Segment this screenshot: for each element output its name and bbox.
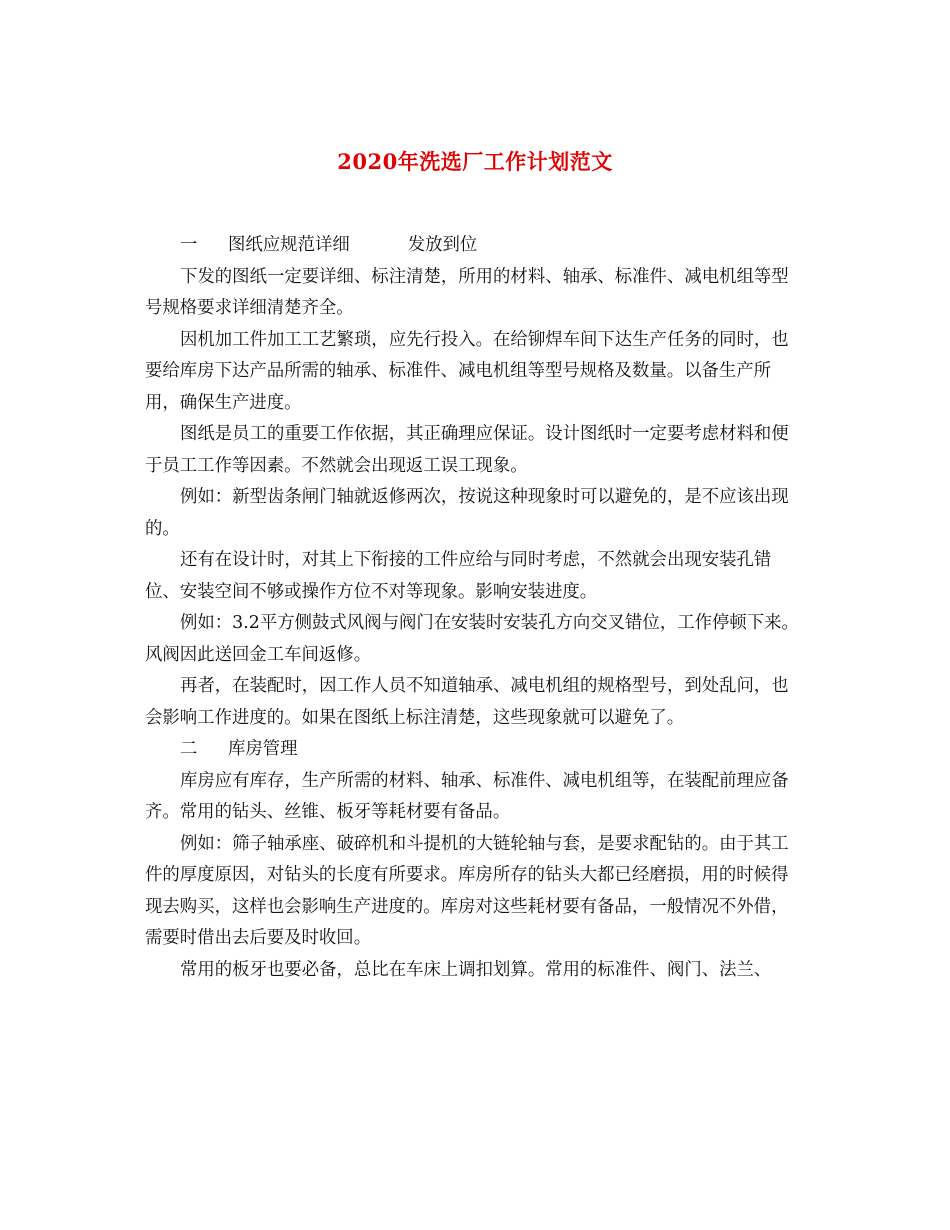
paragraph: 因机加工件加工工艺繁琐，应先行投入。在给铆焊车间下达生产任务的同时，也要给库房下达产品所需的轴承、标准件、减电机组等型号规格及数量。以备生产所用，确保生产进度。 <box>145 329 789 413</box>
section-heading-1 <box>145 230 800 262</box>
section-title: 库房管理 <box>228 739 298 759</box>
section-heading-2 <box>145 734 800 766</box>
section-number: 二 <box>180 739 198 759</box>
paragraph: 库房应有库存，生产所需的材料、轴承、标准件、减电机组等，在装配前理应备齐。常用的钻头、丝锥、板牙等耗材要有备品。 <box>145 770 789 822</box>
section-number: 一 <box>180 235 198 255</box>
paragraph: 例如：筛子轴承座、破碎机和斗提机的大链轮轴与套，是要求配钻的。由于其工件的厚度原因，对钻头的长度有所要求。库房所存的钻头大都已经磨损，用的时候得现去购买，这样也会影响生产进度的。库房对这些耗材要有备品，一般情况不外借，需要时借出去后要及时收回。 <box>145 833 789 948</box>
paragraph: 例如：新型齿条闸门轴就返修两次，按说这种现象时可以避免的，是不应该出现的。 <box>145 487 789 539</box>
paragraph: 常用的板牙也要必备，总比在车床上调扣划算。常用的标准件、阀门、法兰、 <box>180 959 772 980</box>
document-title: 2020年洗选厂工作计划范文 <box>337 149 613 174</box>
paragraph: 下发的图纸一定要详细、标注清楚，所用的材料、轴承、标准件、减电机组等型号规格要求详细清楚齐全。 <box>145 266 789 318</box>
section-title-part: 发放到位 <box>407 235 478 255</box>
paragraph: 再者，在装配时，因工作人员不知道轴承、减电机组的规格型号，到处乱问，也会影响工作进度的。如果在图纸上标注清楚，这些现象就可以避免了。 <box>145 676 789 728</box>
paragraph: 图纸是员工的重要工作依据，其正确理应保证。设计图纸时一定要考虑材料和便于员工工作等因素。不然就会出现返工误工现象。 <box>145 424 789 476</box>
paragraph: 还有在设计时，对其上下衔接的工件应给与同时考虑，不然就会出现安装孔错位、安装空间不够或操作方位不对等现象。影响安装进度。 <box>145 550 772 602</box>
paragraph: 例如：3.2平方侧鼓式风阀与阀门在安装时安装孔方向交叉错位，工作停顿下来。风阀因此送回金工车间返修。 <box>145 613 799 665</box>
document-body <box>145 230 800 986</box>
section-title-part: 图纸应规范详细 <box>228 235 350 255</box>
